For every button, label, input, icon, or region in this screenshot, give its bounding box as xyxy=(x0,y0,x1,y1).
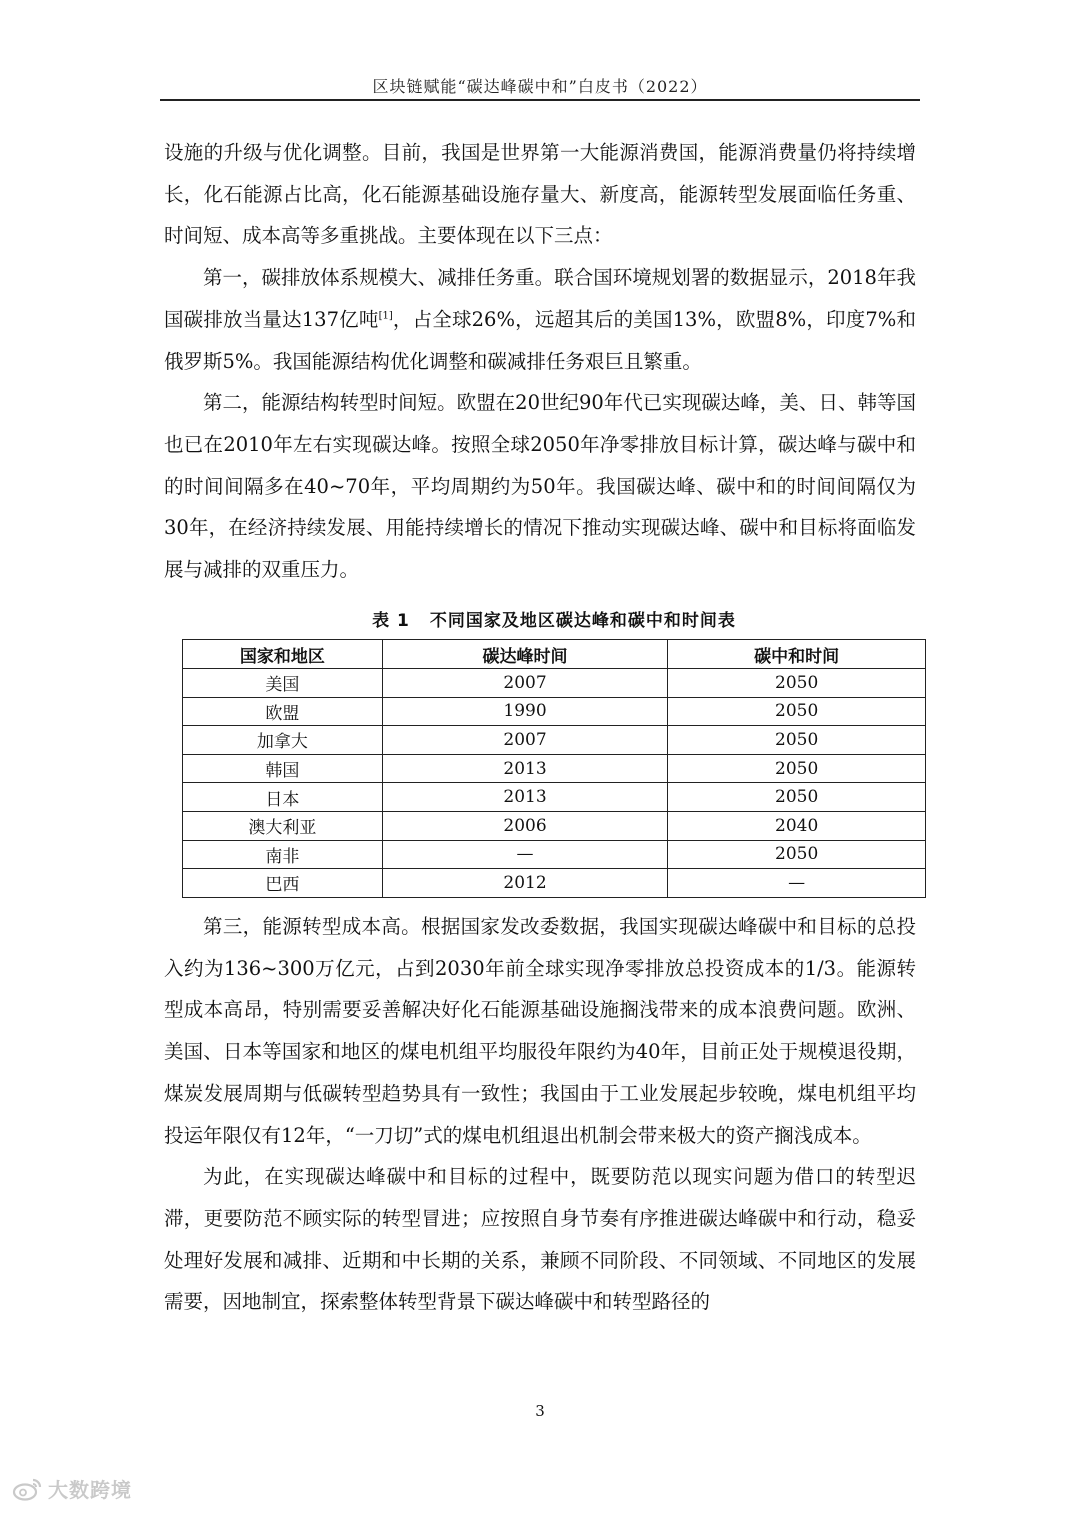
watermark-text: 大数跨境 xyxy=(48,1478,132,1502)
header-divider xyxy=(160,99,920,101)
table-cell-neutral: 2040 xyxy=(668,811,926,840)
table-cell-region: 加拿大 xyxy=(183,726,383,755)
table-cell-region: 巴西 xyxy=(183,869,383,898)
table-cell-neutral: 2050 xyxy=(668,754,926,783)
table-cell-region: 南非 xyxy=(183,840,383,869)
body-section-2 xyxy=(164,906,916,1323)
watermark xyxy=(12,1474,132,1503)
paragraph-first-point-text: 第一，碳排放体系规模大、减排任务重。联合国环境规划署的数据显示，2018年我国碳排放当量达137亿吨 xyxy=(164,266,916,331)
table-row xyxy=(183,726,926,755)
table-cell-neutral: 2050 xyxy=(668,840,926,869)
carbon-timeline-table xyxy=(182,639,926,898)
table-cell-peak: 2013 xyxy=(382,783,668,812)
weibo-icon xyxy=(12,1477,42,1501)
table-cell-peak: 1990 xyxy=(382,697,668,726)
table-cell-peak: 2012 xyxy=(382,869,668,898)
paragraph-third-point: 第三，能源转型成本高。根据国家发改委数据，我国实现碳达峰碳中和目标的总投入约为136~300万亿元，占到2030年前全球实现净零排放总投资成本的1/3。能源转型成本高昂，特别需要妥善解决好化石能源基础设施搁浅带来的成本浪费问题。欧洲、美国、日本等国家和地区的煤电机组平均服役年限约为40年，目前正处于规模退役期，煤炭发展周期与低碳转型趋势具有一致性；我国由于工业发展起步较晚，煤电机组平均投运年限仅有12年，“一刀切”式的煤电机组退出机制会带来极大的资产搁浅成本。 xyxy=(164,915,916,1147)
paragraph-conclusion: 为此，在实现碳达峰碳中和目标的过程中，既要防范以现实问题为借口的转型迟滞，更要防范不顾实际的转型冒进；应按照自身节奏有序推进碳达峰碳中和行动，稳妥处理好发展和减排、近期和中长期的关系，兼顾不同阶段、不同领域、不同地区的发展需要，因地制宜，探索整体转型背景下碳达峰碳中和转型路径的 xyxy=(164,1165,916,1314)
table-row xyxy=(183,697,926,726)
table-cell-peak: 2013 xyxy=(382,754,668,783)
table-header-neutral: 碳中和时间 xyxy=(668,640,926,669)
table-header-row xyxy=(183,640,926,669)
table-cell-region: 韩国 xyxy=(183,754,383,783)
table-header-peak: 碳达峰时间 xyxy=(382,640,668,669)
table-header-region: 国家和地区 xyxy=(183,640,383,669)
reference-marker[interactable]: [1] xyxy=(378,310,393,322)
body-section-1 xyxy=(164,132,916,591)
table-caption-title: 不同国家及地区碳达峰和碳中和时间表 xyxy=(429,611,736,631)
table-cell-neutral: 2050 xyxy=(668,669,926,698)
table-cell-region: 欧盟 xyxy=(183,697,383,726)
table-row xyxy=(183,669,926,698)
table-cell-neutral: 2050 xyxy=(668,697,926,726)
table-row xyxy=(183,840,926,869)
table-cell-peak: — xyxy=(382,840,668,869)
table-cell-neutral: — xyxy=(668,869,926,898)
table-cell-neutral: 2050 xyxy=(668,726,926,755)
table-caption xyxy=(182,606,926,631)
paragraph-intro: 设施的升级与优化调整。目前，我国是世界第一大能源消费国，能源消费量仍将持续增长，化石能源占比高，化石能源基础设施存量大、新度高，能源转型发展面临任务重、时间短、成本高等多重挑战。主要体现在以下三点： xyxy=(164,141,916,248)
table-cell-peak: 2007 xyxy=(382,669,668,698)
page-number: 3 xyxy=(535,1402,545,1420)
paragraph-second-point: 第二，能源结构转型时间短。欧盟在20世纪90年代已实现碳达峰，美、日、韩等国也已在2010年左右实现碳达峰。按照全球2050年净零排放目标计算，碳达峰与碳中和的时间间隔多在40~70年，平均周期约为50年。我国碳达峰、碳中和的时间间隔仅为30年，在经济持续发展、用能持续增长的情况下推动实现碳达峰、碳中和目标将面临发展与减排的双重压力。 xyxy=(164,391,916,582)
table-cell-region: 澳大利亚 xyxy=(183,811,383,840)
table-row xyxy=(183,754,926,783)
table-cell-neutral: 2050 xyxy=(668,783,926,812)
table-cell-peak: 2007 xyxy=(382,726,668,755)
table-caption-number: 表 1 xyxy=(372,611,410,631)
table-row xyxy=(183,869,926,898)
paragraph-first-point-text-cont: ，占全球26%，远超其后的美国13%，欧盟8%，印度7%和俄罗斯5%。我国能源结构优化调整和碳减排任务艰巨且繁重。 xyxy=(164,307,916,373)
table-cell-region: 日本 xyxy=(183,783,383,812)
page-header-title: 区块链赋能“碳达峰碳中和”白皮书（2022） xyxy=(372,77,708,96)
paragraph-first-point xyxy=(164,257,916,382)
table-cell-region: 美国 xyxy=(183,669,383,698)
table-cell-peak: 2006 xyxy=(382,811,668,840)
table-row xyxy=(183,811,926,840)
table-row xyxy=(183,783,926,812)
